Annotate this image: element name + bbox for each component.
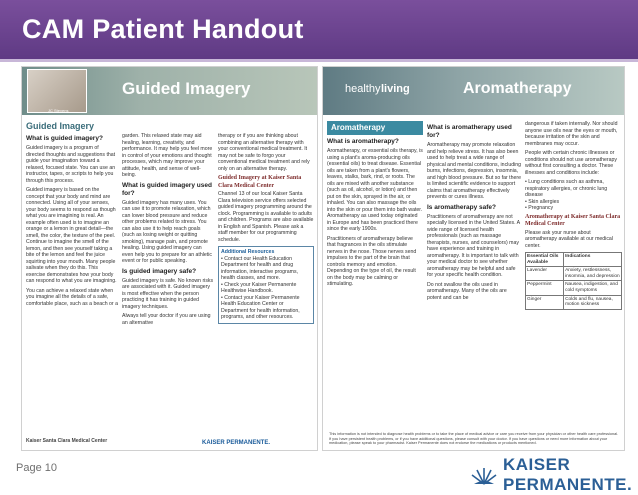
table-row (526, 281, 622, 295)
resources-title: Additional Resources (221, 249, 275, 255)
handout-banner (22, 67, 317, 115)
paragraph: Do not swallow the oils used in aromatherapy. Many of the oils are potent and can be (427, 281, 507, 301)
heading: What is guided imagery used for? (122, 181, 212, 197)
banner-title: Guided Imagery (122, 79, 251, 98)
condition-item: • Skin allergies (525, 198, 560, 205)
disclaimer: This information is not intended to diagnose health problems or to take the place of medical advice or care you receive from your physician or other health care professional. If you have persistent health problems, or if you have additional questions, please consult with your doctor. If you have questions or need more information about your medication, please speak to your pharmacist. Kaiser Permanente does not endorse the medications or products mentioned. (329, 432, 619, 446)
footer-text: Kaiser Santa Clara Medical Center (26, 438, 108, 444)
page-number: Page 10 (16, 462, 57, 474)
paragraph: Guided imagery has many uses. You can use it to promote relaxation, which can lower blood pressure and reduce other problems related to stress. You can also use it to help reach goals (such as losing weight or quitting smoking), manage pain, and promote healing. Using guided imagery can even help you to prepare for an athletic event or for public speaking. (122, 199, 212, 264)
banner-living: living (381, 83, 410, 95)
left-column-2 (122, 133, 214, 433)
heading: Aromatherapy at Kaiser Santa Clara Medical Center (525, 213, 621, 227)
left-column-3 (218, 133, 314, 433)
resource-item: • Contact your Kaiser Permanente Health Education Center or Department for health information, programs, and other resources. (221, 294, 300, 320)
paragraph: Please ask your nurse about aromatherapy available at our medical center. (525, 229, 613, 249)
table-row (526, 295, 622, 309)
table-cell: Lavender (526, 267, 564, 281)
essential-oils-table (525, 252, 622, 310)
table-row (526, 267, 622, 281)
banner-healthy: healthy (345, 83, 381, 95)
section-title: Guided Imagery (26, 121, 95, 131)
table-header: Indications (564, 253, 622, 267)
kaiser-logo (470, 455, 638, 495)
left-column-1 (26, 121, 118, 431)
heading: Is guided imagery safe? (122, 267, 197, 275)
paragraph: therapy or if you are thinking about combining an alternative therapy with your conventional medical treatment. It may not be safe to forgo your conventional medical treatment and rely only on an alternative therapy. (218, 133, 310, 172)
table-cell: Ginger (526, 295, 564, 309)
heading: Is aromatherapy safe? (427, 203, 497, 211)
slide-title-bar (0, 0, 638, 62)
right-column-1 (327, 121, 423, 421)
paragraph: dangerous if taken internally. Nor should anyone use oils near the eyes or mouth, because irritation of the skin and membranes may occur. (525, 121, 618, 147)
paragraph: Guided imagery is a program of directed thoughts and suggestions that guide your imagination toward a relaxed, focused state. You can use an instructor, tapes, or scripts to help you through this process. (26, 145, 116, 184)
paragraph: Guided imagery is based on the concept that your body and mind are connected. Using all of your senses, your body seems to respond as though what you are imagining is real. An example often used is to imagine an orange or a lemon in great detail—the smell, the color, the texture of the peel. Continue to imagine the smell of the lemon, and then see yourself taking a bite of the lemon and feel the juice squirting into your mouth. Many people salivate when they do this. This exercise demonstrates how your body can respond to what you are imagining. (26, 187, 117, 284)
resources-box (218, 246, 314, 324)
banner-photo (27, 69, 87, 113)
paragraph: People with certain chronic illnesses or conditions should not use aromatherapy without first consulting a doctor. These illnesses and conditions include: (525, 150, 617, 176)
heading: Guided Imagery at Kaiser Santa Clara Medical Center (218, 175, 302, 189)
resource-item: • Contact our Health Education Department for health and drug information, interactive programs, health classes, and more. (221, 255, 298, 281)
paragraph: Aromatherapy, or essential oils therapy, is using a plant's aroma-producing oils (essential oils) to treat disease. Essential oils are taken from a plant's flowers, leaves, stalks, bark, rind, or roots. The oils are mixed with another substance (such as oil, alcohol, or lotion) and then put on the skin, sprayed in the air, or inhaled. You can also massage the oils into the skin or pour them into bath water. Aromatherapy as used today originated in Europe and has been practiced there since the early 1900s. (327, 148, 423, 232)
handout-banner (323, 67, 624, 115)
table-header-row (526, 253, 622, 267)
paragraph: garden. This relaxed state may aid healing, learning, creativity, and performance. It may help you feel more in control of your emotions and thought processes, which may improve your attitude, health, and sense of well-being. (122, 133, 213, 178)
right-column-3 (525, 121, 622, 441)
table-cell: Peppermint (526, 281, 564, 295)
condition-item: • Lung conditions such as asthma, respiratory allergies, or chronic lung disease (525, 179, 608, 198)
paragraph: Always tell your doctor if you are using an alternative (122, 313, 211, 326)
banner-title: Aromatherapy (463, 80, 572, 97)
heading: What is guided imagery? (26, 135, 103, 142)
right-column-2 (427, 121, 521, 431)
photo-caption: JC Stevens (48, 108, 69, 113)
kaiser-sunburst-icon (470, 464, 498, 486)
paragraph: Guided imagery is safe. No known risks are associated with it. Guided imagery is most effective when the person practicing it has training in guided imagery techniques. (122, 277, 214, 310)
heading: What is aromatherapy used for? (427, 124, 512, 139)
aromatherapy-handout (322, 66, 625, 451)
condition-item: • Pregnancy (525, 205, 554, 211)
paragraph: You can achieve a relaxed state when you imagine all the details of a safe, comfortable place, such as a beach or a (26, 287, 118, 307)
table-cell: Nausea, indigestion, and cold symptoms (564, 281, 622, 295)
heading: What is aromatherapy? (327, 138, 399, 145)
table-header: Essential Oils Available (526, 253, 564, 267)
table-cell: Anxiety, restlessness, insomnia, and depression (564, 267, 622, 281)
guided-imagery-handout (21, 66, 318, 451)
brand-name: KAISER PERMANENTE. (503, 455, 633, 494)
paragraph: Channel 13 of our local Kaiser Santa Clara television service offers selected guided imagery programming around the clock. Programming is available to adults and children. Programs are also available in English and Spanish. Please ask a staff member for our programming schedule. (218, 191, 314, 243)
section-title: Aromatherapy (327, 121, 423, 135)
paragraph: Practitioners of aromatherapy believe that fragrances in the oils stimulate nerves in the nose. Those nerves send impulses to the part of the brain that controls memory and emotion. Depending on the type of oil, the result on the body may be calming or stimulating. (327, 235, 417, 287)
resource-item: • Check your Kaiser Permanente Healthwise Handbook. (221, 281, 297, 294)
slide-title: CAM Patient Handout (22, 14, 304, 44)
paragraph: Aromatherapy may promote relaxation and help relieve stress. It has also been used to help treat a wide range of physical and mental conditions, including burns, infections, depression, insomnia, and high blood pressure. But so far there is limited scientific evidence to support claims that aromatherapy effectively prevents or cures illness. (427, 142, 521, 200)
table-cell: Colds and flu, nausea, motion sickness (564, 295, 622, 309)
paragraph: Practitioners of aromatherapy are not specially licensed in the United States. A wide range of licensed health professionals (such as massage therapists, nurses, and counselors) may have experience and training in aromatherapy. It is important to talk with your medical doctor to see whether aromatherapy may be helpful and safe for your specific health condition. (427, 213, 520, 278)
footer-logo: KAISER PERMANENTE. (202, 440, 271, 446)
